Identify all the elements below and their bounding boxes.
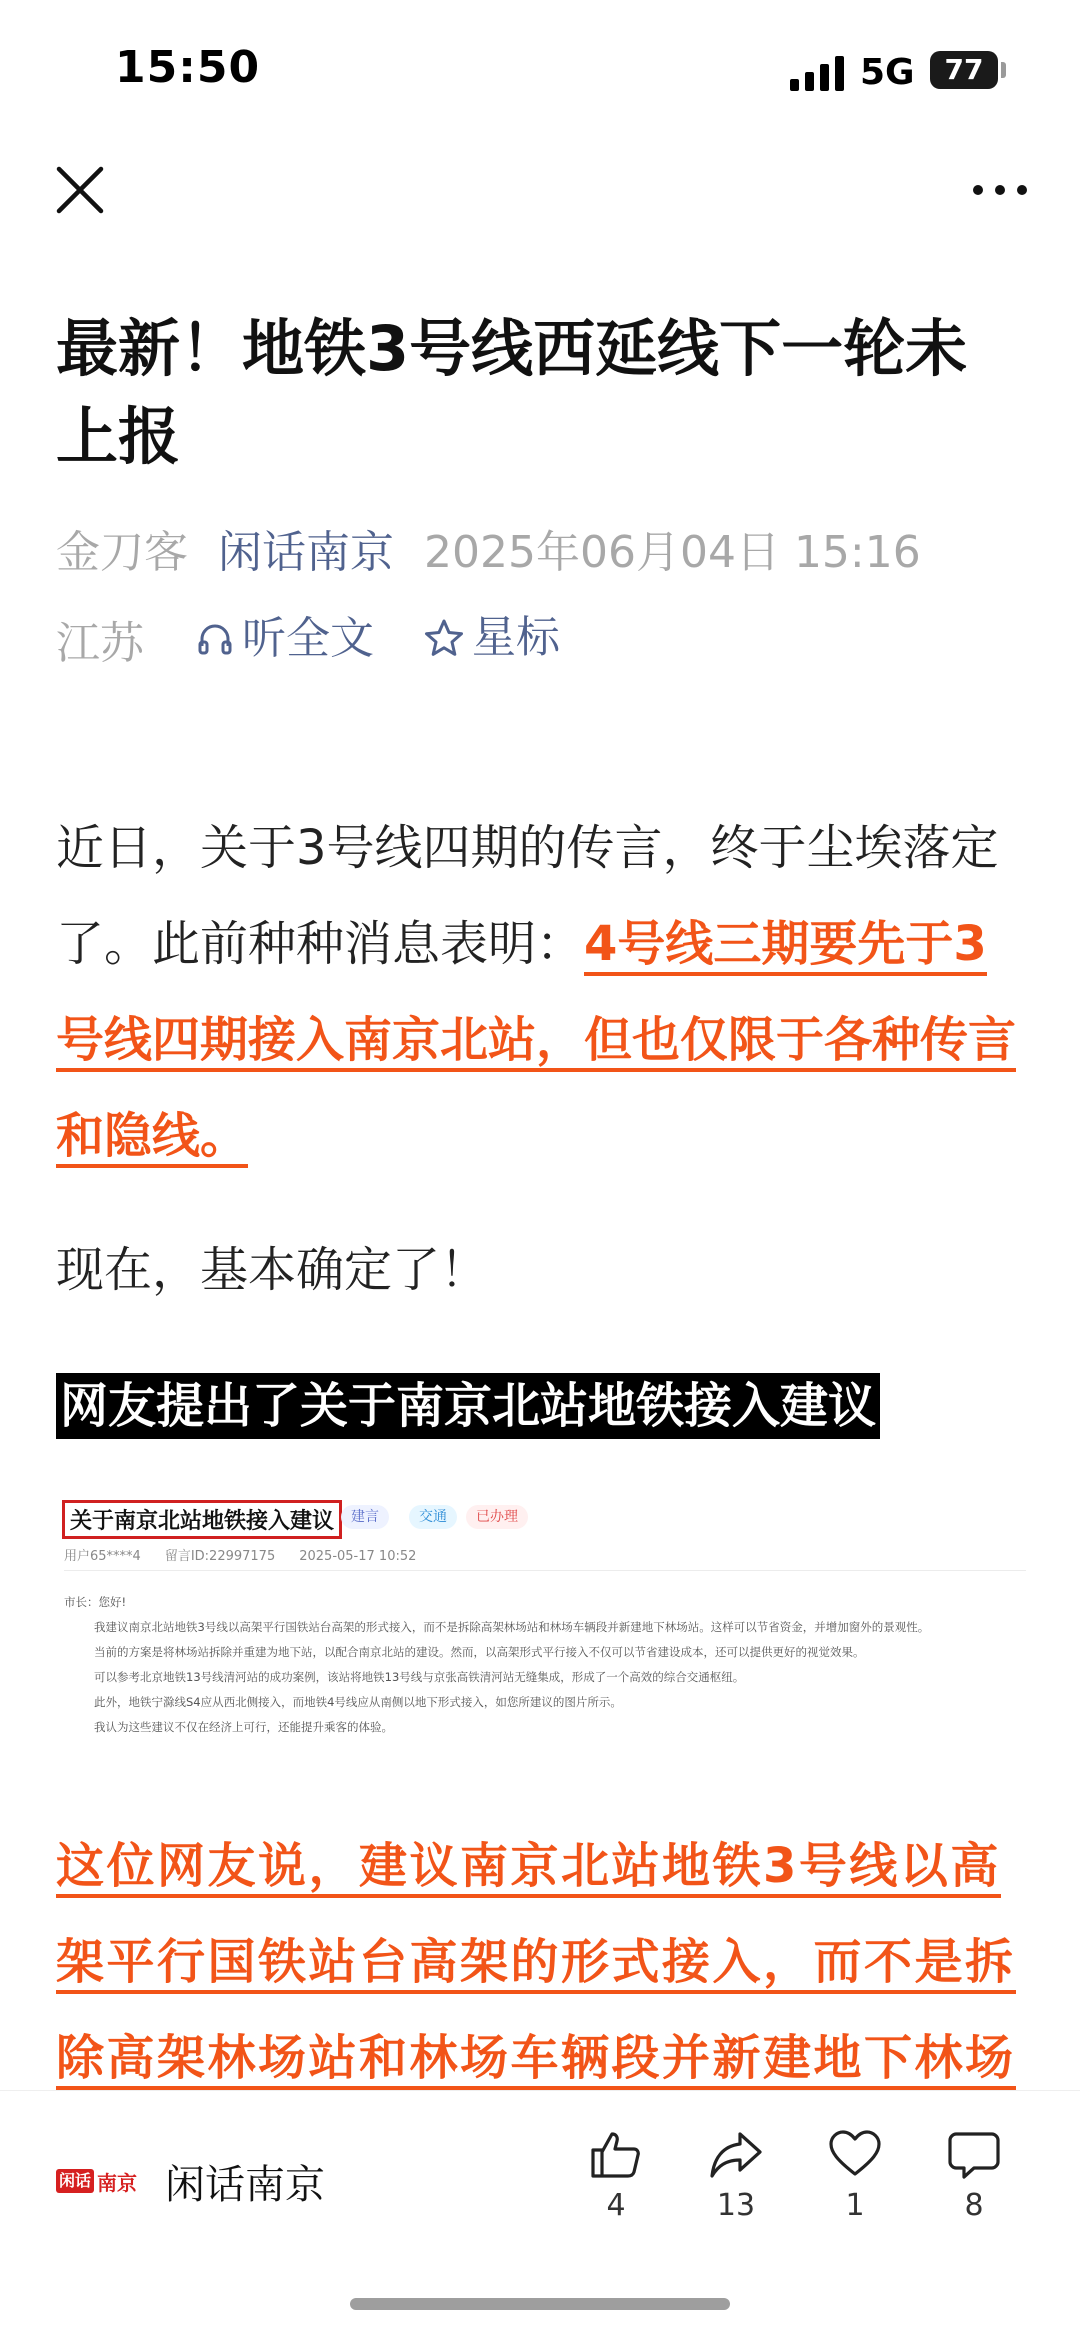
like-count: 4 [606,2188,626,2223]
share-button[interactable] [691,2126,781,2223]
logo-box: 闲话 [56,2169,94,2193]
paragraph-intro [56,800,1026,1184]
screenshot-line: 此外，地铁宁滁线S4应从西北侧接入，而地铁4号线应从南侧以地下形式接入，如您所建议的图片所示。 [94,1695,622,1709]
favorite-count: 1 [845,2188,865,2223]
comment-button[interactable] [929,2126,1019,2223]
comment-count: 8 [964,2188,984,2223]
account-name[interactable]: 闲话南京 [165,2162,325,2208]
battery-cap [1001,62,1006,78]
listen-button[interactable] [196,609,374,669]
account-logo[interactable] [56,2168,144,2194]
share-count: 13 [716,2188,756,2223]
close-icon [50,160,110,220]
status-time: 15:50 [115,42,261,93]
star-icon [424,618,464,658]
screenshot-line: 我认为这些建议不仅在经济上可行，还能提升乘客的体验。 [94,1720,393,1734]
home-indicator[interactable] [350,2298,730,2310]
intro-highlight: 4号线三期要先于3号线四期接入南京北站，但也仅限于各种传言和隐线。 [56,916,1016,1168]
paragraph-summary [56,1818,1026,2106]
logo-text: 南京 [97,2170,138,2195]
star-label: 星标 [472,612,560,663]
tag-handled: 已办理 [466,1505,528,1529]
share-icon [708,2126,764,2182]
screenshot-user-row [64,1545,440,1564]
screenshot-body [64,1590,1024,1740]
publish-date: 2025年06月04日 15:16 [424,527,921,578]
listen-label: 听全文 [242,613,374,664]
article-meta [56,523,921,583]
screenshot-msg-id: 留言ID:22997175 [164,1549,276,1564]
screenshot-line: 当前的方案是将林场站拆除并重建为地下站，以配合南京北站的建设。然而，以高架形式平行接入不仅可以节省建设成本，还可以提供更好的视觉效果。 [94,1645,865,1659]
tag-traffic: 交通 [409,1505,457,1529]
author-name: 金刀客 [56,527,188,578]
battery-icon: 77 [930,51,998,89]
screenshot-line: 我建议南京北站地铁3号线以高架平行国铁站台高架的形式接入，而不是拆除高架林场站和林场车辆段并新建地下林场站。这样可以节省资金，并增加窗外的景观性。 [94,1620,930,1634]
tag-suggestion: 建言 [341,1505,389,1529]
status-bar [0,0,1080,140]
close-button[interactable] [50,160,110,220]
summary-highlight: 这位网友说，建议南京北站地铁3号线以高架平行国铁站台高架的形式接入，而不是拆除高架林场站和林场车辆段并新建地下林场 [56,1838,1016,2090]
intro-text: 近日，关于3号线四期的传言，终于尘埃落定了。此前种种消息表明： [56,820,999,972]
network-label: 5G [860,52,915,93]
embedded-screenshot [56,1490,1026,1740]
article-meta-2 [56,608,596,674]
screenshot-user: 用户65****4 [64,1549,141,1564]
screenshot-title: 关于南京北站地铁接入建议 [62,1500,342,1539]
screenshot-divider [64,1570,1026,1571]
section-heading: 网友提出了关于南京北站地铁接入建议 [56,1373,880,1439]
like-button[interactable] [571,2126,661,2223]
heart-icon [827,2126,883,2182]
article-title: 最新！地铁3号线西延线下一轮未上报 [56,312,968,473]
account-link[interactable]: 闲话南京 [218,527,394,578]
screenshot-greeting: 市长：您好! [64,1595,127,1609]
more-icon [965,170,1035,210]
comment-icon [946,2126,1002,2182]
signal-icon [790,55,846,91]
screenshot-date: 2025-05-17 10:52 [299,1549,417,1564]
headphones-icon [196,620,234,658]
location: 江苏 [56,618,144,669]
favorite-button[interactable] [810,2126,900,2223]
more-button[interactable] [965,170,1035,210]
thumbs-up-icon [588,2126,644,2182]
star-button[interactable] [424,608,560,668]
paragraph-confirmed: 现在，基本确定了！ [56,1242,489,1298]
screenshot-line: 可以参考北京地铁13号线清河站的成功案例，该站将地铁13号线与京张高铁清河站无缝集成，形成了一个高效的综合交通枢纽。 [94,1670,745,1684]
